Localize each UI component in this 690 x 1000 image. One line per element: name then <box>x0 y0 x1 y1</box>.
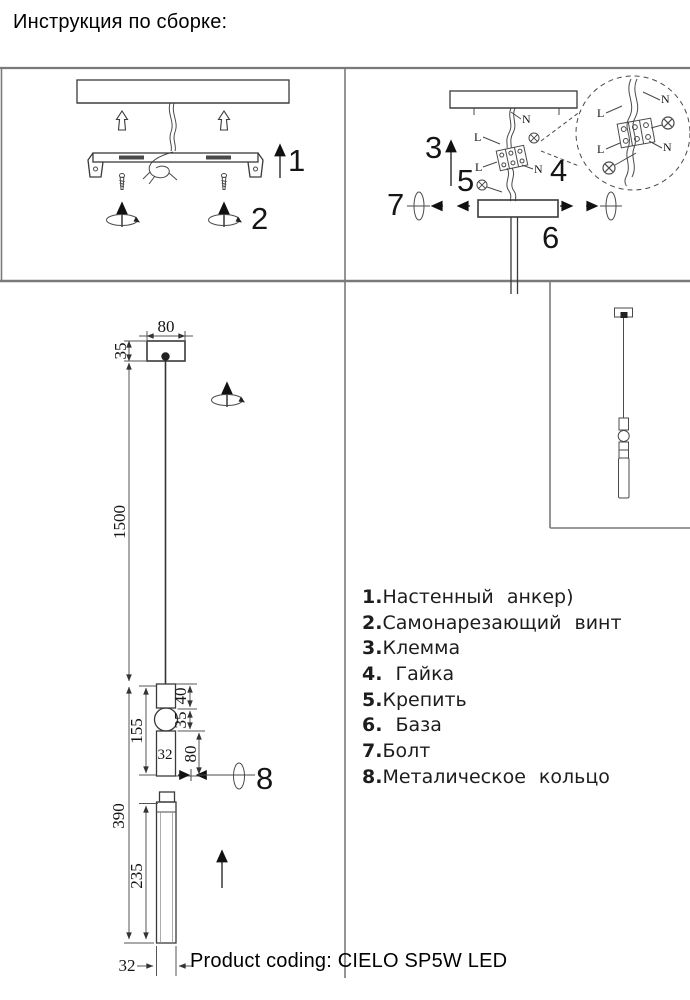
parts-list-item <box>362 765 622 791</box>
parts-list-item <box>362 585 622 611</box>
dim-cord-length: 1500 <box>110 505 129 539</box>
wall-anchor-icon <box>117 111 128 130</box>
wire-label-live: L <box>474 130 482 144</box>
part-number: 2. <box>362 611 383 634</box>
dim-top-cylinder: 40 <box>171 687 190 705</box>
step-number-3: 3 <box>425 130 443 165</box>
part-number: 7. <box>362 740 383 763</box>
mounting-bracket <box>88 153 263 177</box>
dim-lower-section: 390 <box>109 803 128 829</box>
cord-grip <box>161 352 169 360</box>
part-label: Клемма <box>382 637 461 660</box>
part-label: База <box>382 714 442 737</box>
lower-tube-cap <box>160 792 175 802</box>
part-number: 4. <box>362 663 383 686</box>
parts-list-item <box>362 713 622 739</box>
wire-label-neutral: N <box>661 92 670 106</box>
dim-upper-tube: 80 <box>181 745 200 763</box>
step-number-1: 1 <box>288 143 306 178</box>
supply-wires <box>507 108 516 201</box>
step-number-4: 4 <box>550 153 568 188</box>
wire-label-neutral: N <box>534 162 543 176</box>
rotation-arrow-icon <box>212 384 246 407</box>
wire-label-live: L <box>597 142 605 156</box>
ceiling-hatch <box>450 91 577 108</box>
part-number: 8. <box>362 765 383 788</box>
dim-upper-section: 155 <box>127 718 146 744</box>
screw-head-icon <box>662 117 674 129</box>
part-label: Настенный анкер) <box>382 586 574 608</box>
lower-light-tube <box>157 802 177 943</box>
screw-head-icon <box>477 180 487 190</box>
dim-tube-diameter: 32 <box>157 747 173 763</box>
panel-borders <box>0 68 690 978</box>
dimension-drawing <box>109 317 273 976</box>
part-label: Болт <box>382 740 431 763</box>
part-label: Гайка <box>382 663 455 686</box>
screw-head-icon <box>603 162 615 174</box>
part-number: 3. <box>362 637 383 660</box>
wire-label-neutral: N <box>663 140 672 154</box>
part-number: 6. <box>362 714 383 737</box>
pendant-overview <box>615 308 633 498</box>
parts-list-item <box>362 611 622 637</box>
hanging-wire <box>143 103 177 184</box>
wall-anchor-icon <box>219 111 230 130</box>
bolt-rotation-icon <box>560 192 622 220</box>
step-number-5: 5 <box>457 163 475 198</box>
mini-light-tube <box>619 458 630 498</box>
screw-head-icon <box>529 133 539 143</box>
part-number: 5. <box>362 688 383 711</box>
parts-list-item <box>362 636 622 662</box>
parts-list <box>362 585 622 791</box>
canopy-base <box>478 200 558 217</box>
rotation-arrow-icon <box>107 204 141 227</box>
dim-sphere: 35 <box>171 711 190 729</box>
screw-icon <box>221 174 226 190</box>
parts-list-item <box>362 739 622 765</box>
parts-list-item <box>362 662 622 688</box>
parts-list-item <box>362 688 622 714</box>
dim-canopy-height: 35 <box>111 342 130 360</box>
step-number-2: 2 <box>251 201 269 236</box>
dim-bottom-diameter: 32 <box>118 956 136 975</box>
page-title: Инструкция по сборке: <box>13 11 228 33</box>
wire-label-live: L <box>475 160 483 174</box>
part-label: Самонарезающий винт <box>382 611 622 634</box>
dim-canopy-width: 80 <box>157 317 175 336</box>
rotation-arrow-icon <box>209 204 243 227</box>
panel-steps-3-7 <box>387 76 690 294</box>
part-label: Металическое кольцо <box>382 765 610 788</box>
panel-steps-1-2 <box>77 80 305 236</box>
wire-label-live: L <box>597 106 605 120</box>
part-number: 1. <box>362 586 383 608</box>
dim-lower-tube: 235 <box>127 863 146 889</box>
step-number-8: 8 <box>256 761 274 796</box>
product-coding: Product coding: CIELO SP5W LED <box>190 950 508 972</box>
wire-label-neutral: N <box>522 112 531 126</box>
ceiling-hatch <box>77 80 289 103</box>
screw-icon <box>119 174 124 190</box>
step-number-7: 7 <box>387 187 405 222</box>
terminal-block <box>496 145 528 170</box>
step-number-6: 6 <box>542 220 560 255</box>
part-label: Крепить <box>382 688 467 711</box>
